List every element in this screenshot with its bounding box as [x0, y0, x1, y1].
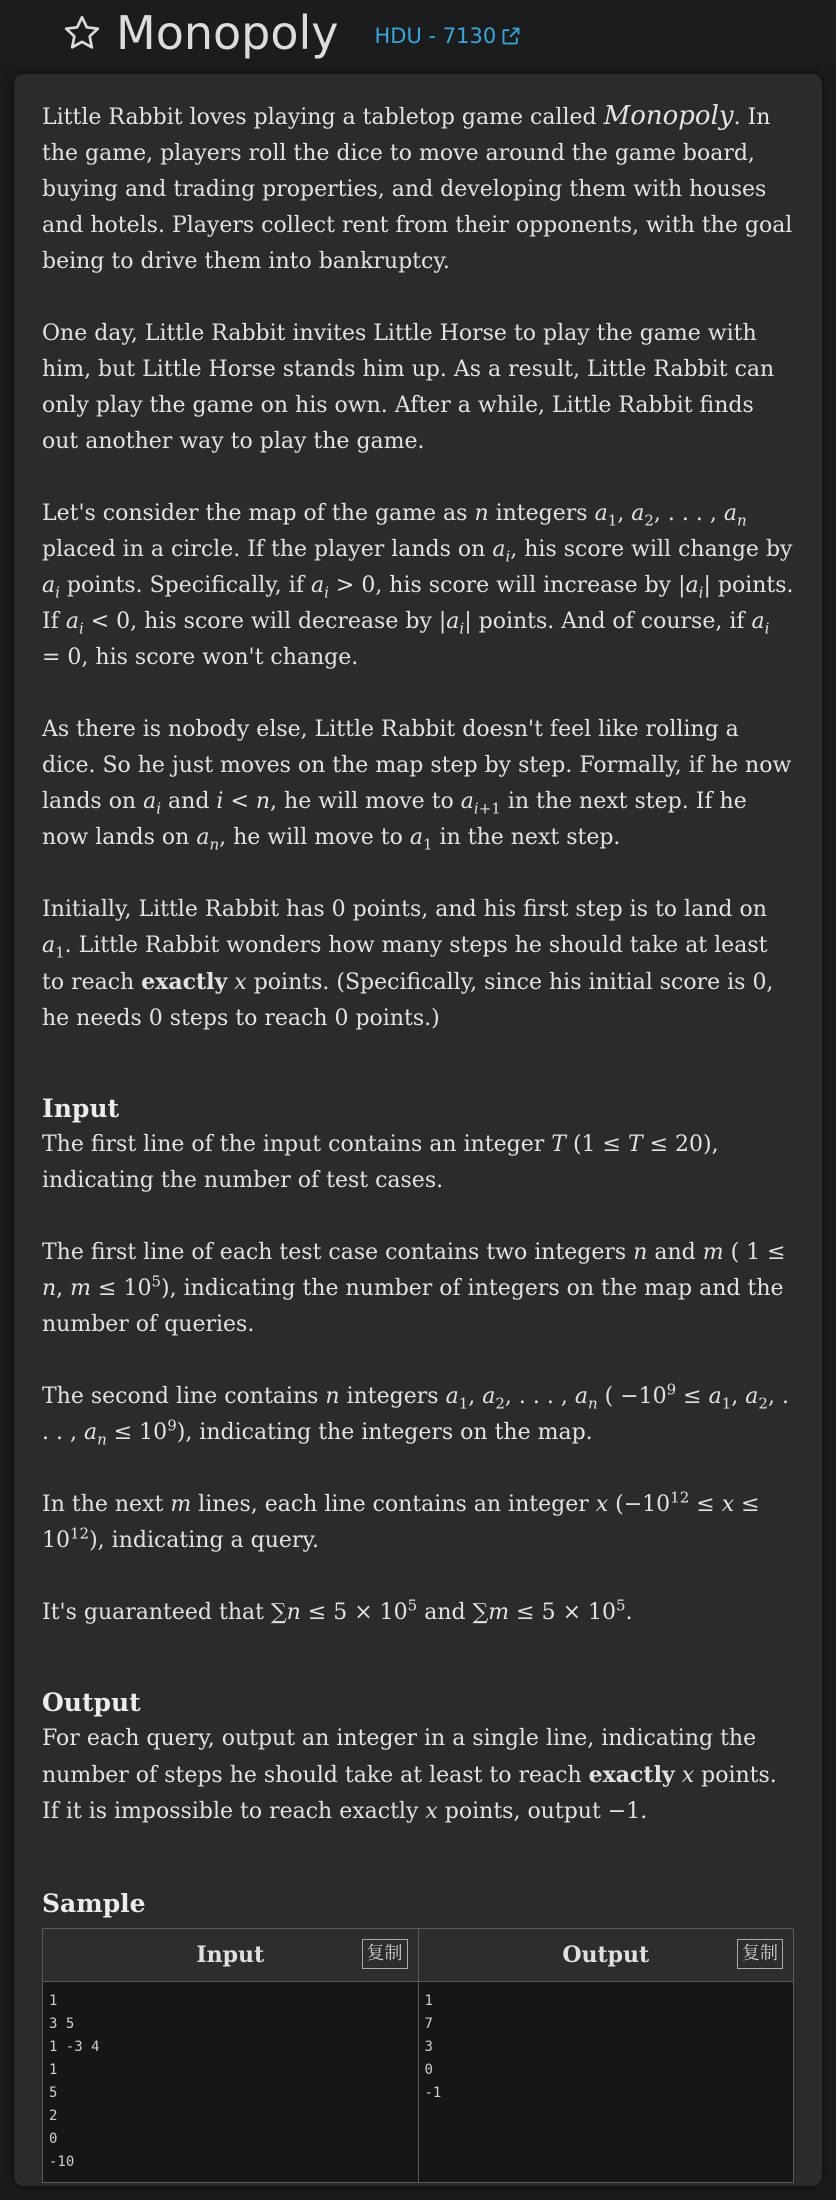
source-link[interactable]	[374, 24, 521, 48]
output-paragraph: For each query, output an integer in a single line, indicating the number of steps he should take at least to reach exactly x points. If it is impossible to reach exactly x points, output −1.	[42, 1726, 777, 1824]
statement-paragraph-5: Initially, Little Rabbit has 0 points, and his first step is to land on $a_1$. Little Rabbit wonders how many steps he should take at least to reach exactly x points. (Specifically, since his initial score is 0, he needs 0 steps to reach 0 points.)	[42, 897, 774, 1031]
statement-paragraph-2: One day, Little Rabbit invites Little Horse to play the game with him, but Little Horse stands him up. As a result, Little Rabbit can only play the game on his own. After a while, Little Rabbit finds out another way to play the game.	[42, 321, 775, 454]
input-paragraph-1: The first line of the input contains an integer T (1 ≤ T ≤ 20), indicating the number of test cases.	[42, 1132, 719, 1193]
sample-table	[42, 1928, 794, 2183]
input-heading: Input	[42, 1094, 120, 1123]
star-icon[interactable]	[62, 13, 102, 53]
source-label: HDU - 7130	[374, 24, 497, 48]
problem-card	[14, 74, 822, 2186]
external-link-icon	[501, 26, 521, 46]
input-paragraph-3: The second line contains n integers $a_1$, $a_2$, . . . , $a_n$ ( $-10^9 \le a_1$, $a_2$, . . . , $a_n \le 10^9$), indicating the integers on the map.	[42, 1380, 789, 1449]
sample-input-text: 1 3 5 1 -3 4 1 5 2 0 -10	[49, 1993, 100, 2170]
problem-header	[0, 0, 836, 66]
sample-output-header	[418, 1929, 794, 1982]
copy-output-button[interactable]: 复制	[737, 1939, 783, 1969]
sample-heading: Sample	[42, 1889, 146, 1918]
sample-output-title: Output	[562, 1942, 650, 1968]
input-paragraph-2: The first line of each test case contains two integers n and m ( 1 ≤ n, $m \le 10^5$), indicating the number of integers on the map and the number of queries.	[42, 1240, 786, 1337]
sample-input-cell	[43, 1982, 419, 2183]
statement-paragraph-4: As there is nobody else, Little Rabbit doesn't feel like rolling a dice. So he just moves on the map step by step. Formally, if he now lands on $a_i$ and i < n, he will move to $a_{i+1}$ in the next step. If he now lands on $a_n$, he will move to $a_1$ in the next step.	[42, 717, 792, 854]
output-heading: Output	[42, 1688, 141, 1717]
input-paragraph-5: It's guaranteed that $\sum n \le 5 \times 10^5$ and $\sum m \le 5 \times 10^5$.	[42, 1596, 633, 1625]
page-title: Monopoly	[116, 6, 339, 60]
statement-paragraph-1: Little Rabbit loves playing a tabletop game called Monopoly. In the game, players roll the dice to move around the game board, buying and trading properties, and developing them with houses and hotels. Players collect rent from their opponents, with the goal being to drive them into bankruptcy.	[42, 101, 793, 274]
input-paragraph-4: In the next m lines, each line contains an integer x $(-10^{12} \le x \le 10^{12})$, indicating a query.	[42, 1488, 760, 1553]
sample-input-title: Input	[196, 1942, 265, 1968]
sample-output-text: 1 7 3 0 -1	[424, 1993, 442, 2101]
sample-output-cell	[418, 1982, 794, 2183]
sample-input-header	[43, 1929, 419, 1982]
copy-input-button[interactable]: 复制	[362, 1939, 408, 1969]
statement-paragraph-3: Let's consider the map of the game as n integers $a_1$, $a_2$, . . . , $a_n$ placed in a circle. If the player lands on $a_i$, his score will change by $a_i$ points. Specifically, if $a_i > 0$, his score will increase by $|a_i|$ points. If $a_i < 0$, his score will decrease by $|a_i|$ points. And of course, if $a_i = 0$, his score won't change.	[42, 501, 794, 670]
